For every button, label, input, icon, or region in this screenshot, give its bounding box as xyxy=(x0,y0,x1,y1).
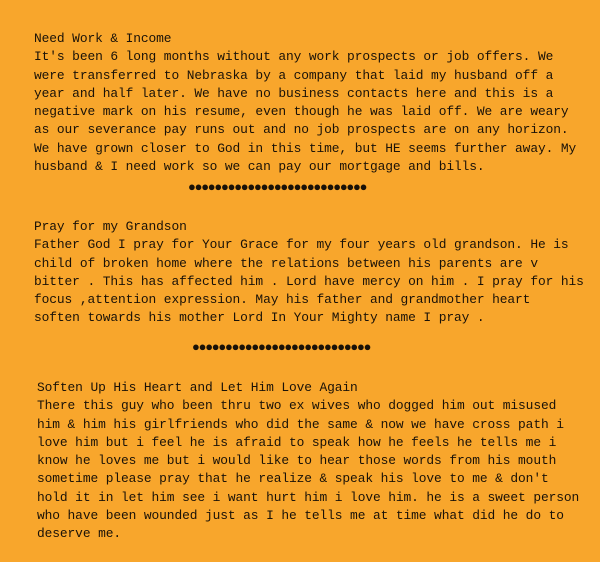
prayer-text-line: as our severance pay runs out and no job prospects are on any horizon. xyxy=(34,122,569,138)
prayer-request-soften-heart xyxy=(37,379,579,544)
prayer-text-line: year and half later. We have no business contacts here and this is a xyxy=(34,85,554,101)
prayer-text-line: soften towards his mother Lord In Your Mighty name I pray . xyxy=(34,310,485,326)
prayer-text-line: deserve me. xyxy=(37,526,121,542)
dotted-separator: ●●●●●●●●●●●●●●●●●●●●●●●●●●● xyxy=(188,180,367,195)
prayer-text-line: were transferred to Nebraska by a company that laid my husband off a xyxy=(34,67,554,83)
prayer-text-line: child of broken home where the relations between his parents are v xyxy=(34,255,538,271)
prayer-title: Soften Up His Heart and Let Him Love Again xyxy=(37,380,358,395)
prayer-title: Need Work & Income xyxy=(34,31,172,46)
prayer-text-line: know he loves me but i would like to hear those words from his mouth xyxy=(37,453,557,469)
prayer-title: Pray for my Grandson xyxy=(34,219,187,234)
prayer-text-line: love him but i feel he is afraid to speak how he feels he tells me i xyxy=(37,434,557,450)
prayer-text-line: negative mark on his resume, even though he was laid off. We are weary xyxy=(34,104,569,120)
prayer-text-line: bitter . This has affected him . Lord have mercy on him . I pray for his xyxy=(34,273,584,289)
prayer-request-grandson xyxy=(34,218,584,328)
dotted-separator: ●●●●●●●●●●●●●●●●●●●●●●●●●●● xyxy=(192,340,371,355)
prayer-text-line: hold it in let him see i want hurt him i love him. he is a sweet person xyxy=(37,489,580,505)
prayer-text-line: It's been 6 long months without any work prospects or job offers. We xyxy=(34,49,554,65)
prayer-text-line: who have been wounded just as I he tells me at time what did he do to xyxy=(37,508,564,524)
prayer-text-line: We have grown closer to God in this time, but HE seems further away. My xyxy=(34,140,577,156)
prayer-text-line: him & him his girlfriends who did the same & now we have cross path i xyxy=(37,416,564,432)
prayer-text-line: focus ,attention expression. May his father and grandmother heart xyxy=(34,292,531,308)
prayer-request-work-income xyxy=(34,30,576,176)
prayer-text-line: sometime please pray that he realize & speak his love to me & don't xyxy=(37,471,549,487)
prayer-text-line: There this guy who been thru two ex wives who dogged him out misused xyxy=(37,398,557,414)
prayer-text-line: Father God I pray for Your Grace for my four years old grandson. He is xyxy=(34,237,569,253)
prayer-text-line: husband & I need work so we can pay our mortgage and bills. xyxy=(34,159,485,175)
